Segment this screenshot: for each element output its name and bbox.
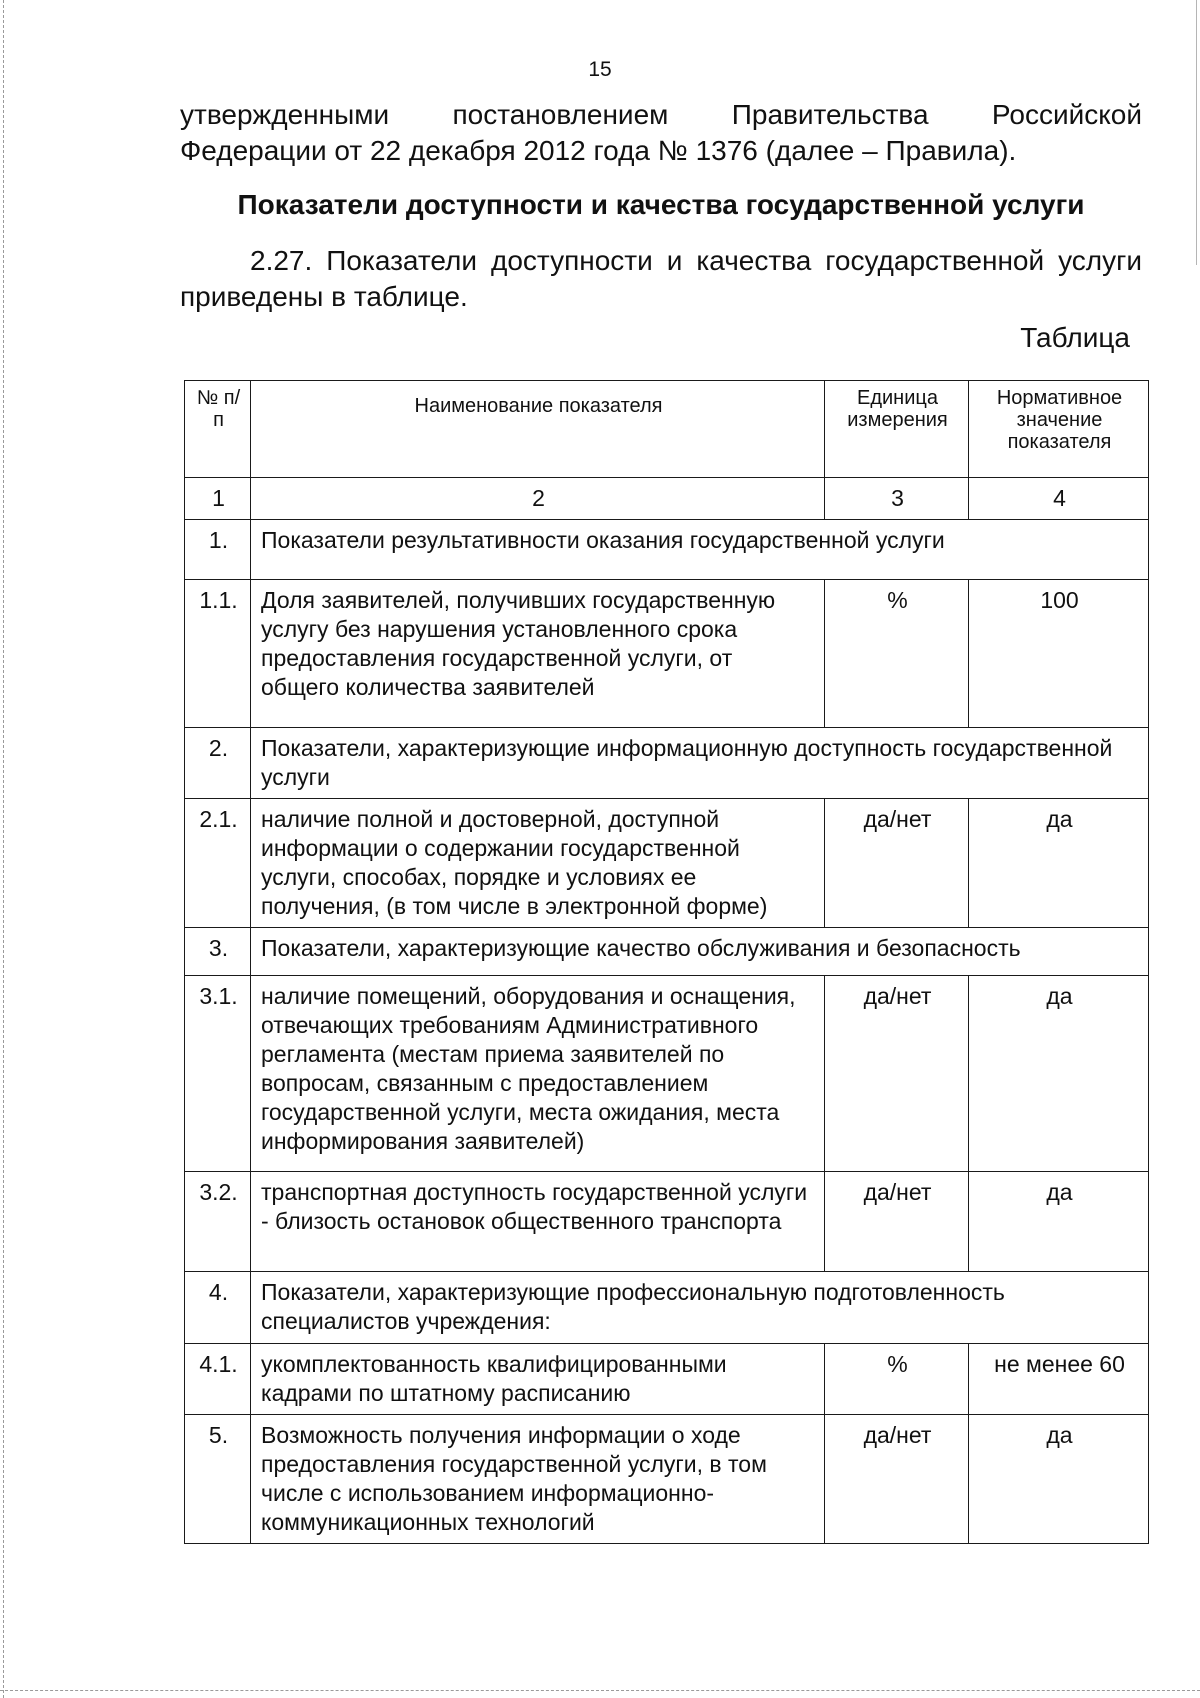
indicator-name: Доля заявителей, получивших государственную услугу без нарушения установленного срока предоставления государственной услуги, от общего количества заявителей <box>251 580 825 728</box>
row-number: 3.2. <box>185 1172 251 1272</box>
unit-of-measure: % <box>825 580 969 728</box>
row-number: 2. <box>185 728 251 799</box>
section-row <box>185 1272 1149 1344</box>
unit-of-measure: да/нет <box>825 1415 969 1544</box>
intro-line-2: Федерации от 22 декабря 2012 года № 1376 (далее – Правила). <box>180 135 1017 166</box>
page-number: 15 <box>588 58 612 81</box>
indicator-name: укомплектованность квалифицированными кадрами по штатному расписанию <box>251 1344 825 1415</box>
unit-of-measure: % <box>825 1344 969 1415</box>
indicator-row <box>185 976 1149 1172</box>
paragraph-line-2: приведены в таблице. <box>180 281 468 312</box>
header-name: Наименование показателя <box>251 381 825 478</box>
section-row <box>185 728 1149 799</box>
row-number: 3.1. <box>185 976 251 1172</box>
indicator-name: наличие полной и достоверной, доступной информации о содержании государственной услуги, способах, порядке и условиях ее получения, (в том числе в электронной форме) <box>251 799 825 928</box>
normative-value: не менее 60 <box>969 1344 1149 1415</box>
unit-of-measure: да/нет <box>825 1172 969 1272</box>
column-number: 2 <box>251 478 825 520</box>
section-row <box>185 520 1149 580</box>
unit-of-measure: да/нет <box>825 799 969 928</box>
row-number: 1.1. <box>185 580 251 728</box>
section-heading: Показатели доступности и качества государственной услуги <box>237 189 1085 220</box>
row-number: 4.1. <box>185 1344 251 1415</box>
section-title: Показатели, характеризующие качество обслуживания и безопасность <box>251 928 1149 976</box>
normative-value: да <box>969 1415 1149 1544</box>
scan-edge-right <box>1196 0 1197 265</box>
indicator-row <box>185 1415 1149 1544</box>
table-caption: Таблица <box>1020 322 1130 353</box>
indicator-row <box>185 799 1149 928</box>
paragraph-line-1: 2.27. Показатели доступности и качества государственной услуги <box>250 245 1142 276</box>
table-header-row <box>185 381 1149 478</box>
section-title: Показатели, характеризующие профессиональную подготовленность специалистов учреждения: <box>251 1272 1149 1344</box>
column-number: 1 <box>185 478 251 520</box>
indicator-name: Возможность получения информации о ходе предоставления государственной услуги, в том числе с использованием информационно-коммуникационных технологий <box>251 1415 825 1544</box>
column-number: 3 <box>825 478 969 520</box>
section-title: Показатели, характеризующие информационную доступность государственной услуги <box>251 728 1149 799</box>
row-number: 5. <box>185 1415 251 1544</box>
indicator-name: наличие помещений, оборудования и оснащения, отвечающих требованиям Административного регламента (местам приема заявителей по вопросам, связанным с предоставлением государственной услуги, места ожидания, места информирования заявителей) <box>251 976 825 1172</box>
column-number: 4 <box>969 478 1149 520</box>
unit-of-measure: да/нет <box>825 976 969 1172</box>
indicator-row <box>185 580 1149 728</box>
column-numbers-row <box>185 478 1149 520</box>
header-value: Нормативное значение показателя <box>969 381 1149 478</box>
section-title: Показатели результативности оказания государственной услуги <box>251 520 1149 580</box>
row-number: 1. <box>185 520 251 580</box>
section-row <box>185 928 1149 976</box>
normative-value: да <box>969 1172 1149 1272</box>
intro-line-1: утвержденными постановлением Правительства Российской <box>180 99 1142 130</box>
normative-value: 100 <box>969 580 1149 728</box>
normative-value: да <box>969 976 1149 1172</box>
scan-edge-bottom <box>0 1690 1200 1692</box>
scan-edge-left <box>3 0 5 1698</box>
indicators-table <box>184 380 1149 1544</box>
normative-value: да <box>969 799 1149 928</box>
indicator-name: транспортная доступность государственной услуги - близость остановок общественного транспорта <box>251 1172 825 1272</box>
row-number: 2.1. <box>185 799 251 928</box>
row-number: 4. <box>185 1272 251 1344</box>
row-number: 3. <box>185 928 251 976</box>
indicator-row <box>185 1344 1149 1415</box>
indicator-row <box>185 1172 1149 1272</box>
header-unit: Единица измерения <box>825 381 969 478</box>
header-num: № п/п <box>185 381 251 478</box>
